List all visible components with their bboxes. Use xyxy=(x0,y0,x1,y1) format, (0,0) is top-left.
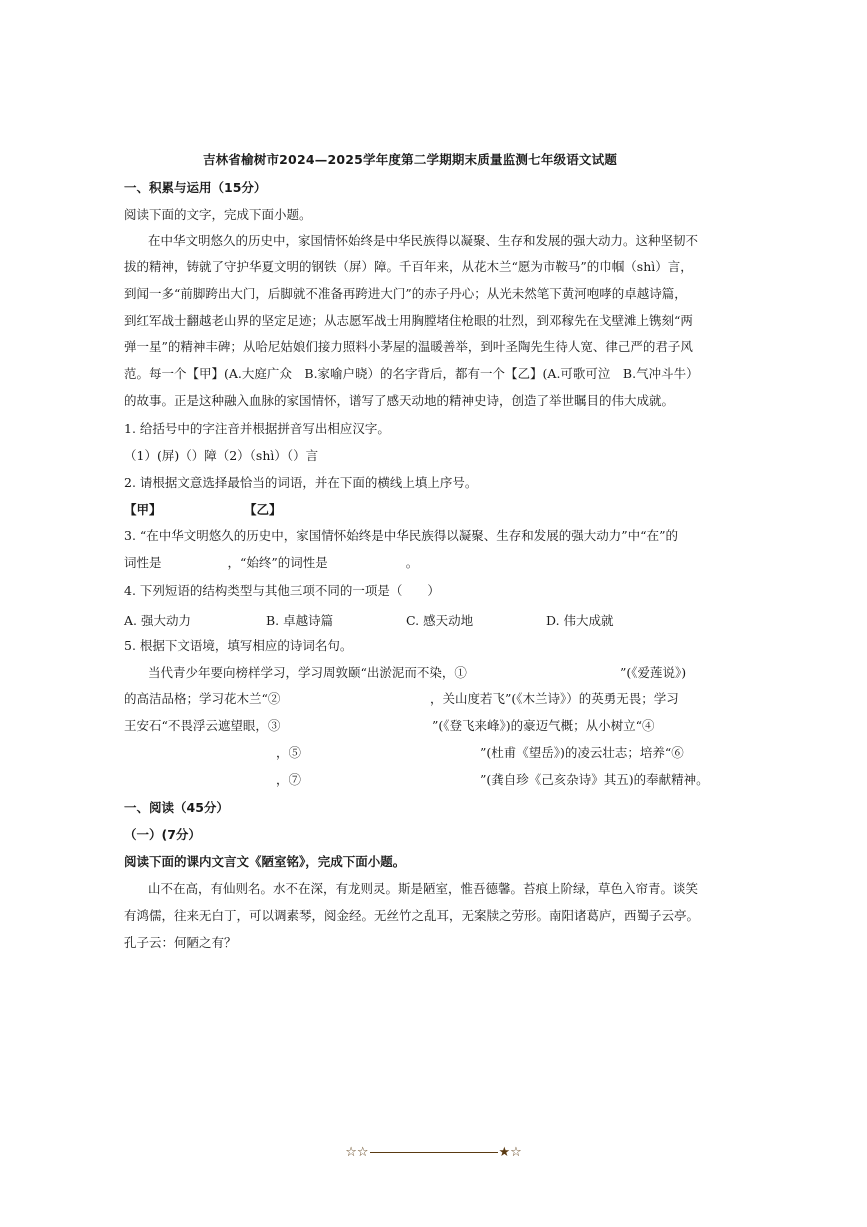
question-4: 4. 下列短语的结构类型与其他三项不同的一项是（ ） xyxy=(124,583,440,598)
q5-line-1b: ”(《爱莲说》) xyxy=(620,665,687,680)
passage-line: 的故事。正是这种融入血脉的家国情怀，谱写了感天动地的精神史诗，创造了举世瞩目的伟大成就。 xyxy=(124,393,675,408)
question-2-yi-label: 【乙】 xyxy=(244,502,282,517)
question-1-answer-line: （1）(屏)（）障（2）（shì）（）言 xyxy=(124,448,319,463)
passage-line: 到红军战士翻越老山界的坚定足迹；从志愿军战士用胸膛堵住枪眼的壮烈，到邓稼先在戈壁滩上镌刻“两 xyxy=(124,313,693,328)
q3-text-c: 。 xyxy=(405,555,419,570)
q5-line-4a: ，⑤ xyxy=(276,745,302,760)
q5-line-2b: ，关山度若飞”(《木兰诗》）的英勇无畏；学习 xyxy=(430,691,679,706)
question-3-blank-line xyxy=(124,555,418,571)
q5-line-3b: ”(《登飞来峰》)的豪迈气概；从小树立“④ xyxy=(432,718,655,733)
option-b: B. 卓越诗篇 xyxy=(266,613,334,628)
reading-instruction: 阅读下面的课内文言文《陋室铭》，完成下面小题。 xyxy=(124,854,406,869)
passage-line: 到闻一多“前脚跨出大门，后脚就不准备再跨进大门”的赤子丹心；从光未然笔下黄河咆哮的卓越诗篇， xyxy=(124,286,687,301)
question-2: 2. 请根据文意选择最恰当的词语，并在下面的横线上填上序号。 xyxy=(124,475,478,490)
q5-line-3a: 王安石“不畏浮云遮望眼，③ xyxy=(124,718,281,733)
q5-line-2a: 的高洁品格；学习花木兰“② xyxy=(124,691,281,706)
subsection-heading: （一）(7分） xyxy=(124,827,201,842)
classical-text-line: 孔子云：何陋之有？ xyxy=(124,935,237,950)
option-a: A. 强大动力 xyxy=(124,613,191,628)
section-heading: 一、阅读（45分） xyxy=(124,800,229,815)
q5-line-4b: ”(杜甫《望岳》)的凌云壮志；培养“⑥ xyxy=(480,745,684,760)
footer-rule xyxy=(370,1152,498,1153)
passage-line: 弹一星”的精神丰碑；从哈尼姑娘们接力照料小茅屋的温暖善举，到叶圣陶先生待人宽、律己严的君子风 xyxy=(124,339,693,354)
q5-line-5b: ”(龚自珍《己亥杂诗》其五)的奉献精神。 xyxy=(480,772,709,787)
option-c: C. 感天动地 xyxy=(406,613,474,628)
question-2-jia-label: 【甲】 xyxy=(124,502,162,517)
passage-line: 拔的精神，铸就了守护华夏文明的钢铁（屏）障。千百年来，从花木兰“愿为市鞍马”的巾帼（shì）言， xyxy=(124,259,693,274)
page-title: 吉林省榆树市2024—2025学年度第二学期期末质量监测七年级语文试题 xyxy=(202,152,618,167)
q3-text-b: ，“始终”的词性是 xyxy=(227,555,328,570)
passage-line: 在中华文明悠久的历史中，家国情怀始终是中华民族得以凝聚、生存和发展的强大动力。这种坚韧不 xyxy=(148,233,699,248)
section-heading: 一、积累与运用（15分） xyxy=(124,180,267,195)
q3-text-a: 词性是 xyxy=(124,555,162,570)
option-d: D. 伟大成就 xyxy=(546,613,614,628)
question-3: 3. “在中华文明悠久的历史中，家国情怀始终是中华民族得以凝聚、生存和发展的强大动力”中“在”的 xyxy=(124,528,678,543)
q5-line-1a: 当代青少年要向榜样学习，学习周敦颐“出淤泥而不染，① xyxy=(148,665,467,680)
footer-stars-left: ☆☆ xyxy=(345,1145,369,1160)
question-5: 5. 根据下文语境，填写相应的诗词名句。 xyxy=(124,638,353,653)
instruction-text: 阅读下面的文字，完成下面小题。 xyxy=(124,207,312,222)
q5-line-5a: ，⑦ xyxy=(276,772,302,787)
classical-text-line: 有鸿儒，往来无白丁，可以调素琴，阅金经。无丝竹之乱耳，无案牍之劳形。南阳诸葛庐，西蜀子云亭。 xyxy=(124,908,700,923)
footer-ornament xyxy=(0,1145,867,1160)
footer-stars-right: ★☆ xyxy=(498,1145,522,1160)
question-1: 1. 给括号中的字注音并根据拼音写出相应汉字。 xyxy=(124,421,390,436)
passage-line: 范。每一个【甲】(A.大庭广众 B.家喻户晓）的名字背后，都有一个【乙】(A.可歌可泣 B.气冲斗牛） xyxy=(124,366,699,381)
classical-text-line: 山不在高，有仙则名。水不在深，有龙则灵。斯是陋室，惟吾德馨。苔痕上阶绿，草色入帘青。谈笑 xyxy=(148,881,699,896)
